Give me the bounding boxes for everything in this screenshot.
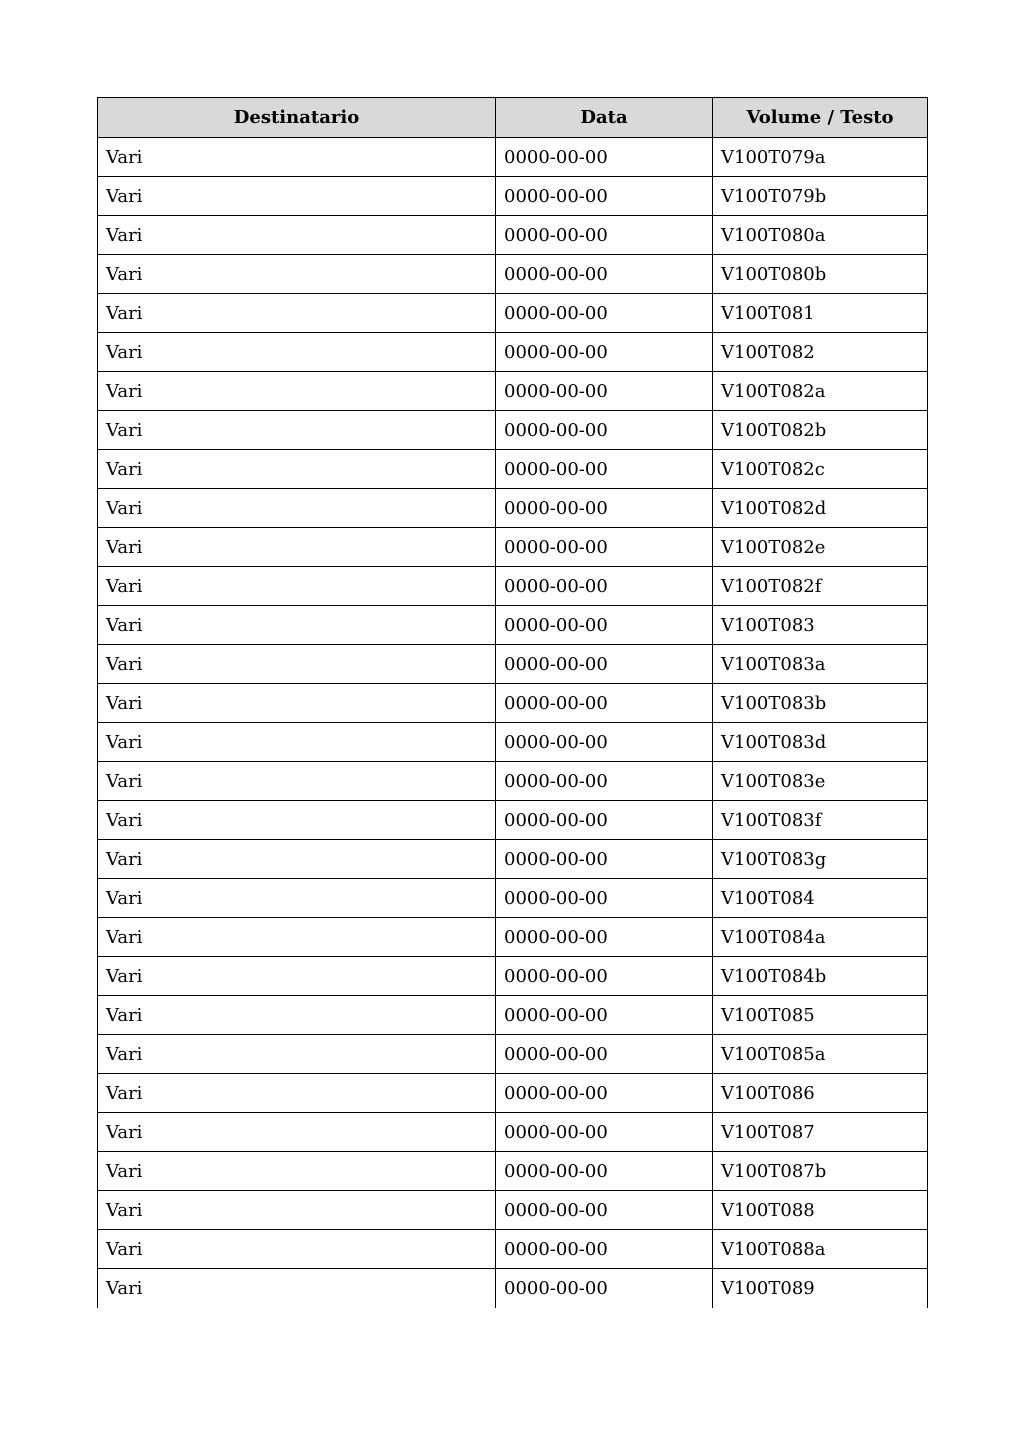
- table-row: [98, 1113, 928, 1152]
- data-cell: 0000-00-00: [496, 1074, 713, 1113]
- table-row: [98, 957, 928, 996]
- volume-testo-cell: V100T087: [713, 1113, 928, 1152]
- destinatario-cell: Vari: [98, 996, 496, 1035]
- destinatario-cell: Vari: [98, 1074, 496, 1113]
- table-header-row: [98, 98, 928, 138]
- table-row: [98, 450, 928, 489]
- volume-testo-cell: V100T083f: [713, 801, 928, 840]
- volume-testo-cell: V100T082b: [713, 411, 928, 450]
- data-cell: 0000-00-00: [496, 372, 713, 411]
- destinatario-cell: Vari: [98, 1191, 496, 1230]
- volume-testo-cell: V100T084b: [713, 957, 928, 996]
- volume-testo-cell: V100T083: [713, 606, 928, 645]
- volume-testo-cell: V100T089: [713, 1269, 928, 1308]
- destinatario-cell: Vari: [98, 1230, 496, 1269]
- data-cell: 0000-00-00: [496, 723, 713, 762]
- table-row: [98, 216, 928, 255]
- data-cell: 0000-00-00: [496, 1035, 713, 1074]
- table-row: [98, 294, 928, 333]
- data-cell: 0000-00-00: [496, 177, 713, 216]
- table-row: [98, 411, 928, 450]
- destinatario-cell: Vari: [98, 372, 496, 411]
- destinatario-cell: Vari: [98, 840, 496, 879]
- header-destinatario: Destinatario: [98, 98, 496, 138]
- volume-testo-cell: V100T084a: [713, 918, 928, 957]
- volume-testo-cell: V100T088: [713, 1191, 928, 1230]
- volume-testo-cell: V100T082: [713, 333, 928, 372]
- data-cell: 0000-00-00: [496, 255, 713, 294]
- volume-testo-cell: V100T085a: [713, 1035, 928, 1074]
- volume-testo-cell: V100T085: [713, 996, 928, 1035]
- volume-testo-cell: V100T086: [713, 1074, 928, 1113]
- data-cell: 0000-00-00: [496, 879, 713, 918]
- destinatario-cell: Vari: [98, 801, 496, 840]
- destinatario-cell: Vari: [98, 216, 496, 255]
- volume-testo-cell: V100T083g: [713, 840, 928, 879]
- volume-testo-cell: V100T082c: [713, 450, 928, 489]
- volume-testo-cell: V100T084: [713, 879, 928, 918]
- records-table: [97, 97, 928, 1308]
- destinatario-cell: Vari: [98, 255, 496, 294]
- data-cell: 0000-00-00: [496, 567, 713, 606]
- volume-testo-cell: V100T083a: [713, 645, 928, 684]
- data-cell: 0000-00-00: [496, 1269, 713, 1308]
- header-data: Data: [496, 98, 713, 138]
- data-cell: 0000-00-00: [496, 528, 713, 567]
- table-row: [98, 255, 928, 294]
- document-table-container: [97, 97, 927, 1308]
- destinatario-cell: Vari: [98, 333, 496, 372]
- table-row: [98, 1191, 928, 1230]
- table-row: [98, 840, 928, 879]
- table-row: [98, 1035, 928, 1074]
- data-cell: 0000-00-00: [496, 606, 713, 645]
- data-cell: 0000-00-00: [496, 1113, 713, 1152]
- table-row: [98, 528, 928, 567]
- destinatario-cell: Vari: [98, 1152, 496, 1191]
- destinatario-cell: Vari: [98, 723, 496, 762]
- volume-testo-cell: V100T083b: [713, 684, 928, 723]
- data-cell: 0000-00-00: [496, 411, 713, 450]
- table-row: [98, 645, 928, 684]
- volume-testo-cell: V100T088a: [713, 1230, 928, 1269]
- header-volume-testo: Volume / Testo: [713, 98, 928, 138]
- table-body: [98, 138, 928, 1308]
- volume-testo-cell: V100T081: [713, 294, 928, 333]
- data-cell: 0000-00-00: [496, 1152, 713, 1191]
- table-row: [98, 801, 928, 840]
- table-row: [98, 606, 928, 645]
- table-row: [98, 567, 928, 606]
- destinatario-cell: Vari: [98, 645, 496, 684]
- data-cell: 0000-00-00: [496, 333, 713, 372]
- table-row: [98, 138, 928, 177]
- destinatario-cell: Vari: [98, 411, 496, 450]
- data-cell: 0000-00-00: [496, 1230, 713, 1269]
- data-cell: 0000-00-00: [496, 840, 713, 879]
- volume-testo-cell: V100T083d: [713, 723, 928, 762]
- table-row: [98, 1230, 928, 1269]
- destinatario-cell: Vari: [98, 684, 496, 723]
- data-cell: 0000-00-00: [496, 450, 713, 489]
- destinatario-cell: Vari: [98, 606, 496, 645]
- data-cell: 0000-00-00: [496, 489, 713, 528]
- table-row: [98, 1269, 928, 1308]
- volume-testo-cell: V100T082a: [713, 372, 928, 411]
- destinatario-cell: Vari: [98, 177, 496, 216]
- table-row: [98, 333, 928, 372]
- destinatario-cell: Vari: [98, 489, 496, 528]
- data-cell: 0000-00-00: [496, 801, 713, 840]
- data-cell: 0000-00-00: [496, 216, 713, 255]
- table-row: [98, 723, 928, 762]
- data-cell: 0000-00-00: [496, 762, 713, 801]
- destinatario-cell: Vari: [98, 762, 496, 801]
- volume-testo-cell: V100T079a: [713, 138, 928, 177]
- table-row: [98, 879, 928, 918]
- volume-testo-cell: V100T079b: [713, 177, 928, 216]
- destinatario-cell: Vari: [98, 957, 496, 996]
- data-cell: 0000-00-00: [496, 918, 713, 957]
- data-cell: 0000-00-00: [496, 957, 713, 996]
- table-row: [98, 918, 928, 957]
- destinatario-cell: Vari: [98, 294, 496, 333]
- destinatario-cell: Vari: [98, 1113, 496, 1152]
- destinatario-cell: Vari: [98, 879, 496, 918]
- table-row: [98, 372, 928, 411]
- data-cell: 0000-00-00: [496, 645, 713, 684]
- data-cell: 0000-00-00: [496, 138, 713, 177]
- destinatario-cell: Vari: [98, 138, 496, 177]
- destinatario-cell: Vari: [98, 918, 496, 957]
- volume-testo-cell: V100T083e: [713, 762, 928, 801]
- table-row: [98, 177, 928, 216]
- destinatario-cell: Vari: [98, 567, 496, 606]
- table-row: [98, 762, 928, 801]
- volume-testo-cell: V100T080a: [713, 216, 928, 255]
- data-cell: 0000-00-00: [496, 684, 713, 723]
- data-cell: 0000-00-00: [496, 1191, 713, 1230]
- table-row: [98, 684, 928, 723]
- data-cell: 0000-00-00: [496, 294, 713, 333]
- table-row: [98, 1152, 928, 1191]
- data-cell: 0000-00-00: [496, 996, 713, 1035]
- destinatario-cell: Vari: [98, 450, 496, 489]
- table-row: [98, 996, 928, 1035]
- destinatario-cell: Vari: [98, 1035, 496, 1074]
- table-row: [98, 489, 928, 528]
- volume-testo-cell: V100T082d: [713, 489, 928, 528]
- destinatario-cell: Vari: [98, 528, 496, 567]
- volume-testo-cell: V100T087b: [713, 1152, 928, 1191]
- volume-testo-cell: V100T082f: [713, 567, 928, 606]
- volume-testo-cell: V100T080b: [713, 255, 928, 294]
- destinatario-cell: Vari: [98, 1269, 496, 1308]
- table-row: [98, 1074, 928, 1113]
- volume-testo-cell: V100T082e: [713, 528, 928, 567]
